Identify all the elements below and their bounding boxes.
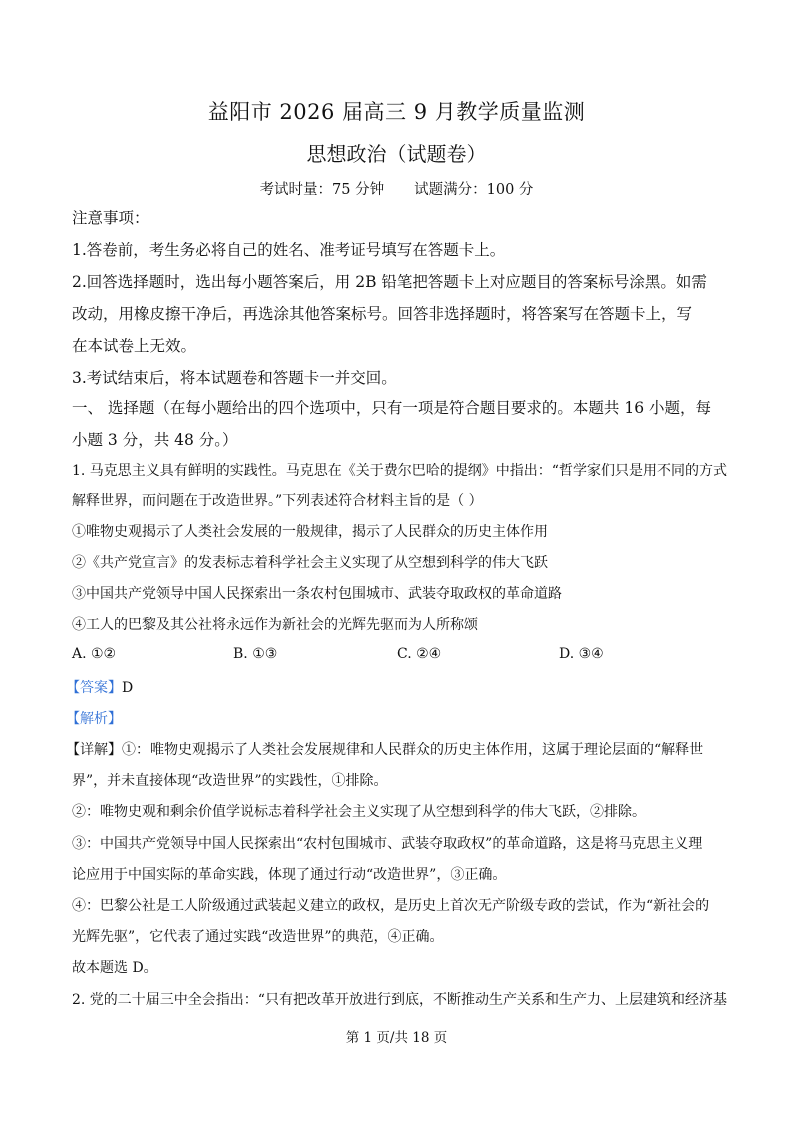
q1-stem-line-2: 解释世界，而问题在于改造世界。”下列表述符合材料主旨的是（ ）: [72, 493, 483, 509]
notice-item-3: 3.考试结束后，将本试题卷和答题卡一并交回。: [72, 369, 397, 387]
exam-info: [0, 178, 793, 199]
section-heading-line-2: 小题 3 分，共 48 分。）: [72, 431, 238, 449]
notice-item-2-line-2: 改动，用橡皮擦干净后，再选涂其他答案标号。回答非选择题时，将答案写在答题卡上，写: [72, 305, 693, 323]
q1-choice-a: A. ①②: [72, 646, 117, 662]
notice-heading: 注意事项：: [72, 209, 150, 227]
notice-item-1: 1.答卷前，考生务必将自己的姓名、准考证号填写在答题卡上。: [72, 241, 506, 259]
notice-item-2-line-3: 在本试卷上无效。: [72, 337, 197, 355]
detail-tag: 【详解】: [66, 742, 122, 758]
q1-detail-2: ②：唯物史观和剩余价值学说标志着科学社会主义实现了从空想到科学的伟大飞跃，②排除。: [72, 804, 646, 820]
exam-time: 考试时量：75 分钟: [259, 182, 385, 198]
exam-subtitle: 思想政治（试题卷）: [306, 142, 487, 166]
q1-choice-c: C. ②④: [397, 646, 442, 662]
q1-option-2: ②《共产党宣言》的发表标志着科学社会主义实现了从空想到科学的伟大飞跃: [72, 555, 548, 571]
q1-conclusion: 故本题选 D。: [72, 960, 158, 976]
q1-stem-line-1: 1. 马克思主义具有鲜明的实践性。马克思在《关于费尔巴哈的提纲》中指出：“哲学家们只是用不同的方式: [72, 463, 727, 479]
notice-item-2-line-1: 2.回答选择题时，选出每小题答案后，用 2B 铅笔把答题卡上对应题目的答案标号涂黑。如需: [72, 273, 707, 291]
q1-option-3: ③中国共产党领导中国人民探索出一条农村包围城市、武装夺取政权的革命道路: [72, 586, 562, 602]
q1-detail-3-line-2: 论应用于中国实际的革命实践，体现了通过行动“改造世界”，③正确。: [72, 867, 507, 883]
q2-stem-line-1: 2. 党的二十届三中全会指出：“只有把改革开放进行到底，不断推动生产关系和生产力、上层建筑和经济基: [72, 992, 727, 1008]
detail-1-text: ①：唯物史观揭示了人类社会发展规律和人民群众的历史主体作用，这属于理论层面的“解释世: [122, 742, 704, 758]
q1-option-4: ④工人的巴黎及其公社将永远作为新社会的光辉先驱而为人所称颂: [72, 617, 478, 633]
page-number: 第 1 页/共 18 页: [345, 1030, 448, 1046]
exam-title: 益阳市 2026 届高三 9 月教学质量监测: [207, 100, 586, 124]
section-heading-line-1: 一、 选择题（在每小题给出的四个选项中，只有一项是符合题目要求的。本题共 16 小题，每: [72, 399, 712, 417]
q1-detail-4-line-2: 光辉先驱”，它代表了通过实践“改造世界”的典范，④正确。: [72, 929, 444, 945]
analysis-tag: 【解析】: [66, 711, 122, 727]
q1-option-1: ①唯物史观揭示了人类社会发展的一般规律，揭示了人民群众的历史主体作用: [72, 524, 548, 540]
q1-detail-4-line-1: ④：巴黎公社是工人阶级通过武装起义建立的政权，是历史上首次无产阶级专政的尝试，作为“新社会的: [72, 898, 710, 914]
q1-answer: [66, 677, 725, 697]
answer-value: D: [122, 680, 134, 696]
q1-choice-d: D. ③④: [559, 646, 604, 662]
q1-detail-1-line-2: 界”，并未直接体现“改造世界”的实践性，①排除。: [72, 773, 388, 789]
answer-tag: 【答案】: [66, 680, 122, 696]
exam-score: 试题满分：100 分: [414, 182, 534, 198]
q1-detail-line-1: [66, 739, 725, 759]
q1-analysis-tag: [66, 708, 725, 728]
q1-detail-3-line-1: ③：中国共产党领导中国人民探索出“农村包围城市、武装夺取政权”的革命道路，这是将马克思主义理: [72, 836, 703, 852]
q1-choice-b: B. ①③: [233, 646, 278, 662]
